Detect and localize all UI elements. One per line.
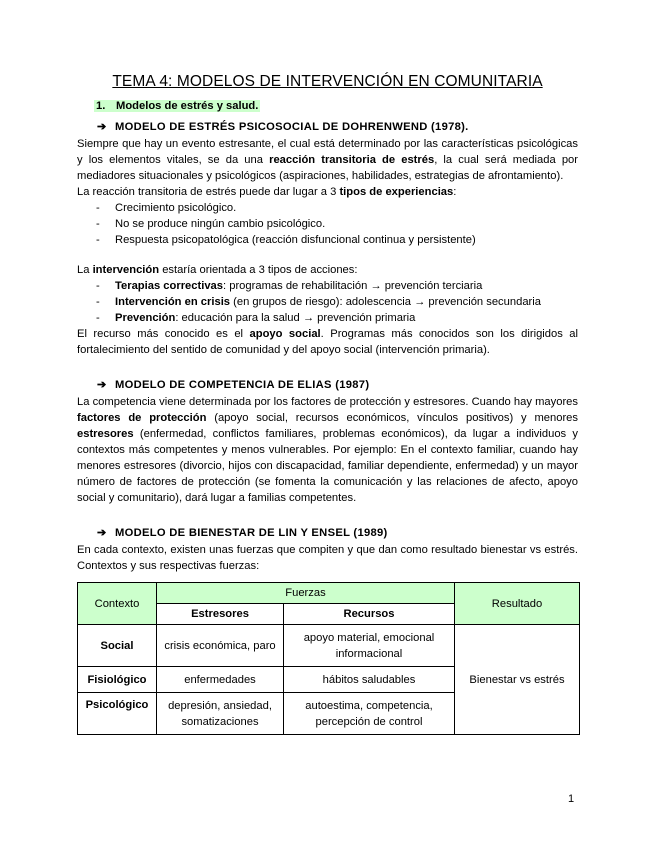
cell-estresores: depresión, ansiedad, somatizaciones [157,693,284,735]
page-title: TEMA 4: MODELOS DE INTERVENCIÓN EN COMUNITARIA [112,73,543,90]
model-heading-dohrenwend [97,119,578,135]
experience-list [77,200,578,248]
heading-text: MODELO DE BIENESTAR DE LIN Y ENSEL (1989) [115,527,388,539]
section-highlight [94,100,260,112]
bold-text: apoyo social [249,328,321,340]
list-item: - No se produce ningún cambio psicológico. [94,216,578,232]
heading-text: MODELO DE COMPETENCIA DE ELIAS (1987) [115,379,370,391]
section-heading [94,98,578,114]
header-recursos: Recursos [284,604,455,625]
cell-recursos: apoyo material, emocional informacional [284,625,455,667]
model-heading-lin-ensel [97,525,578,541]
text: : programas de rehabilitación → prevención terciaria [223,280,483,292]
bold-text: intervención [92,264,160,276]
text: (enfermedad, conflictos familiares, problemas económicos), da lugar a individuos y contextos más competentes y menos vulnerables. Por ejemplo: En el contexto familiar, cuando hay menores estresores (divorcio, hijos con discapacidad, familiar dependiente, enfermedad) y un mayor número de factores de protección (se fomenta la comunicación y las relaciones de afecto, apoyo social y comunitario), dará lugar a familias competentes. [77,428,578,504]
arrow-icon: ➔ [97,527,107,539]
cell-contexto: Psicológico [78,693,157,735]
bold-text: reacción transitoria de estrés [269,154,435,166]
page-number: 1 [568,793,575,805]
list-item [94,310,578,326]
arrow-icon: ➔ [97,379,107,391]
text: (apoyo social, recursos económicos, vínculos positivos) y menores [206,412,578,424]
header-fuerzas: Fuerzas [157,583,455,604]
list-item: - Crecimiento psicológico. [94,200,578,216]
paragraph [77,136,578,184]
list-item [94,278,578,294]
cell-recursos: hábitos saludables [284,667,455,693]
heading-text: MODELO DE ESTRÉS PSICOSOCIAL DE DOHRENWEND (1978). [115,121,469,133]
paragraph: En cada contexto, existen unas fuerzas que compiten y que dan como resultado bienestar vs estrés. Contextos y sus respectivas fuerzas: [77,544,578,572]
text: La competencia viene determinada por los factores de protección y estresores. Cuando hay mayores [77,396,578,408]
paragraph [77,326,578,358]
bold-text: Intervención en crisis [115,296,231,308]
bold-text: factores de protección [77,412,207,424]
text: La [77,264,93,276]
bold-text: tipos de experiencias [339,186,454,198]
model-heading-elias [97,377,578,393]
cell-recursos: autoestima, competencia, percepción de control [284,693,455,735]
bold-text: Terapias correctivas [115,280,224,292]
cell-estresores: enfermedades [157,667,284,693]
document-page [77,72,578,735]
forces-table [77,582,580,735]
text: El recurso más conocido es el [77,328,250,340]
bold-text: Prevención [115,312,176,324]
paragraph [77,394,578,506]
cell-contexto: Fisiológico [78,667,157,693]
section-number: 1. [96,100,106,112]
text: La reacción transitoria de estrés puede dar lugar a 3 [77,186,340,198]
cell-resultado: Bienestar vs estrés [455,625,580,735]
list-item [94,294,578,310]
actions-list [77,278,578,326]
paragraph [77,184,578,200]
text: : [453,186,457,198]
section-label: Modelos de estrés y salud. [116,100,259,112]
arrow-icon: ➔ [97,121,107,133]
header-estresores: Estresores [157,604,284,625]
text: (en grupos de riesgo): adolescencia → prevención secundaria [230,296,541,308]
paragraph [77,262,578,278]
text: . Programas más conocidos son los dirigidos al fortalecimiento del sentido de comunidad y del apoyo social (intervención primaria). [77,328,578,356]
text: : educación para la salud → prevención primaria [175,312,416,324]
cell-estresores: crisis económica, paro [157,625,284,667]
text: Siempre que hay un evento estresante, el cual está determinado por las características psicológicas y los elementos vitales, se da una [77,138,578,166]
header-resultado: Resultado [455,583,580,625]
text: estaría orientada a 3 tipos de acciones: [159,264,358,276]
bold-text: estresores [77,428,134,440]
table-row [78,625,580,667]
text: , la cual será mediada por mediadores situacionales y psicológicos (aspiraciones, habilidades, estrategias de afrontamiento). [77,154,578,182]
header-contexto: Contexto [78,583,157,625]
list-item: - Respuesta psicopatológica (reacción disfuncional continua y persistente) [94,232,578,248]
cell-contexto: Social [78,625,157,667]
